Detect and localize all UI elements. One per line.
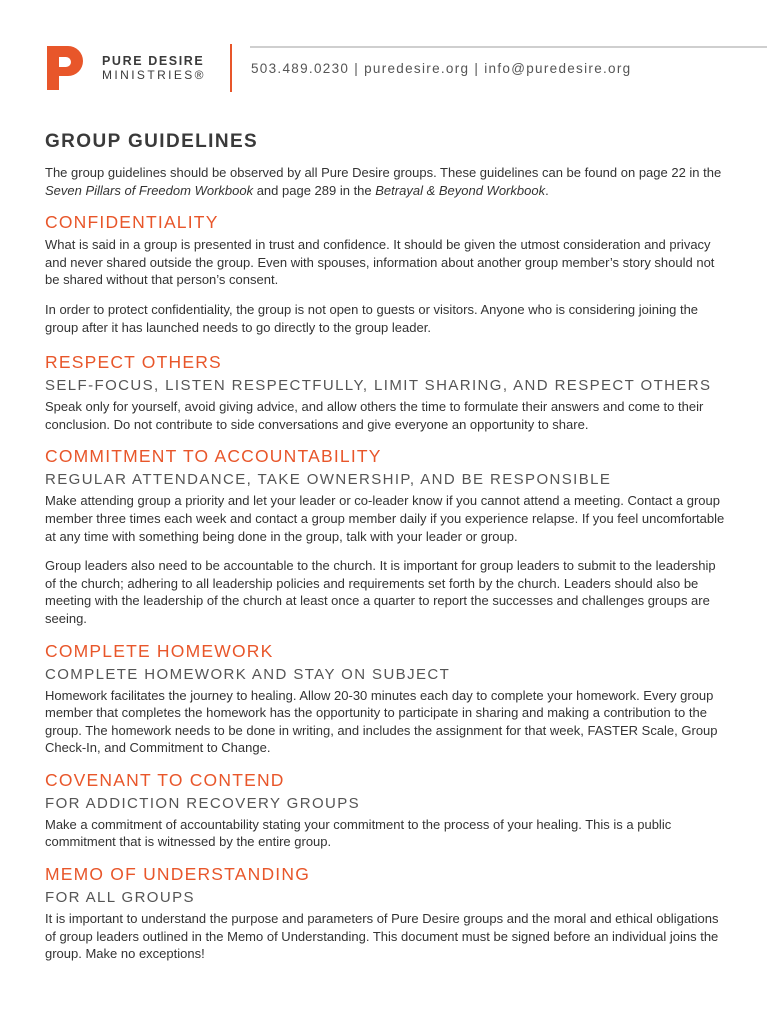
- section-paragraph: Speak only for yourself, avoid giving advice, and allow others the time to formulate their answers and come to their conclusion. Do not contribute to side conversations and give everyone an opportunity to share.: [45, 399, 704, 432]
- section-paragraph: Group leaders also need to be accountable to the church. It is important for group leaders to submit to the leadership of the church; adhering to all leadership policies and requirements set forth by the church. Leaders should also be meeting with the leadership of the church at least once a quarter to report the successes and challenges groups are seeing.: [45, 558, 716, 626]
- intro-text-b: and page 289 in the: [253, 182, 376, 198]
- section-respect-others: [45, 351, 725, 433]
- section-subtitle: COMPLETE HOMEWORK AND STAY ON SUBJECT: [45, 665, 451, 683]
- section-confidentiality: [45, 211, 725, 336]
- section-paragraph: Make attending group a priority and let your leader or co-leader know if you cannot attend a meeting. Contact a group member three times each week and contact a group member daily if you experience relapse. If you feel uncomfortable at any time with something being done in the group, talk with your leader or group.: [45, 493, 725, 544]
- intro-text-a: The group guidelines should be observed by all Pure Desire groups. These guidelines can be found on page 22 in the: [45, 165, 722, 180]
- intro-paragraph: [45, 164, 725, 199]
- section-paragraph: In order to protect confidentiality, the group is not open to guests or visitors. Anyone who is considering joining the group after it has launched needs to go directly to the group leader.: [45, 301, 699, 335]
- section-title: MEMO OF UNDERSTANDING: [45, 864, 311, 885]
- section-title: COMPLETE HOMEWORK: [45, 640, 274, 661]
- pure-desire-logo-icon: [44, 44, 92, 92]
- logo-line-1: PURE DESIRE: [102, 54, 205, 68]
- document-body: [45, 130, 725, 963]
- logo-line-2: MINISTRIES®: [102, 68, 206, 82]
- section-homework: [45, 640, 725, 757]
- section-title: RESPECT OTHERS: [45, 352, 222, 373]
- section-subtitle: FOR ADDICTION RECOVERY GROUPS: [45, 794, 361, 812]
- section-title: COMMITMENT TO ACCOUNTABILITY: [45, 446, 382, 467]
- book-title-seven-pillars: Seven Pillars of Freedom Workbook: [45, 182, 254, 198]
- header-divider: [230, 44, 232, 92]
- section-title: CONFIDENTIALITY: [45, 212, 219, 233]
- page-title: GROUP GUIDELINES: [45, 131, 259, 152]
- section-paragraph: Make a commitment of accountability stating your commitment to the process of your healing. This is a public commitment that is witnessed by the entire group.: [45, 816, 672, 850]
- contact-info: 503.489.0230 | puredesire.org | info@puredesire.org: [251, 61, 632, 76]
- section-title: COVENANT TO CONTEND: [45, 769, 285, 790]
- header-rule: [250, 46, 767, 48]
- section-subtitle: SELF-FOCUS, LISTEN RESPECTFULLY, LIMIT SHARING, AND RESPECT OTHERS: [45, 377, 712, 395]
- section-subtitle: REGULAR ATTENDANCE, TAKE OWNERSHIP, AND BE RESPONSIBLE: [45, 471, 612, 489]
- page-header: [44, 44, 724, 94]
- intro-text-c: .: [545, 182, 549, 198]
- section-paragraph: Homework facilitates the journey to healing. Allow 20-30 minutes each day to complete your homework. Every group member that completes the homework has the opportunity to participate in sharing and making a contribution to the group. The homework needs to be done in writing, and includes the assignment for that week, FASTER Scale, Group Check-In, and Commitment to Change.: [45, 687, 718, 756]
- section-subtitle: FOR ALL GROUPS: [45, 889, 195, 907]
- section-covenant: [45, 769, 725, 851]
- section-memo: [45, 863, 725, 963]
- section-paragraph: What is said in a group is presented in trust and confidence. It should be given the utmost consideration and privacy and never shared outside the group. Even with spouses, information about another group member’s story should not be shared without that person’s consent.: [45, 237, 715, 288]
- section-paragraph: It is important to understand the purpose and parameters of Pure Desire groups and the moral and ethical obligations of group leaders outlined in the Memo of Understanding. This document must be signed before an individual joins the group. Make no exceptions!: [45, 911, 719, 962]
- logo-wordmark: [102, 54, 206, 82]
- book-title-betrayal-beyond: Betrayal & Beyond Workbook: [375, 182, 546, 198]
- section-accountability: [45, 445, 725, 627]
